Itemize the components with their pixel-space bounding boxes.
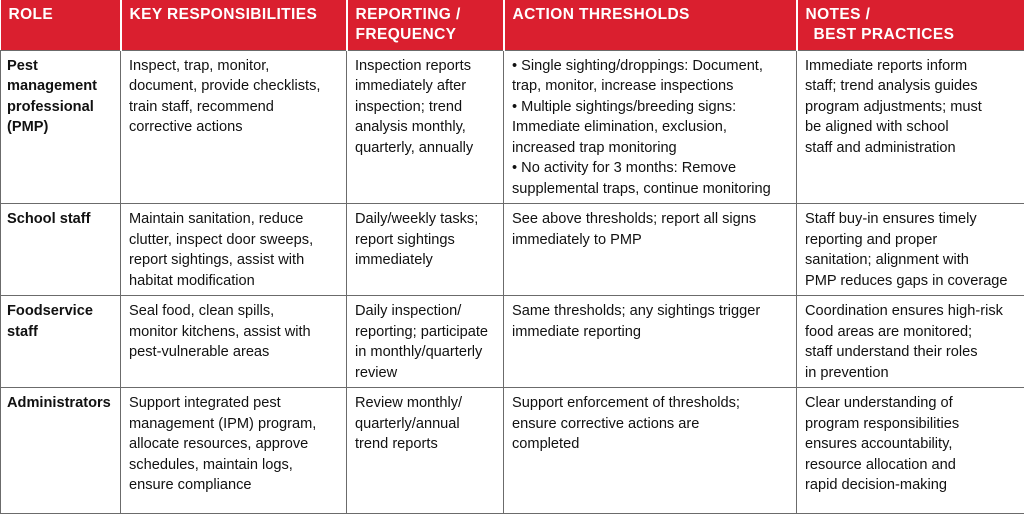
cell-key-responsibilities (121, 50, 347, 204)
table-row (1, 50, 1024, 204)
cell-key-responsibilities (121, 388, 347, 514)
cell-reporting-frequency (347, 296, 504, 388)
cell-reporting-frequency (347, 50, 504, 204)
header-notes-best-practices (797, 0, 1024, 50)
header-line: NOTES / (806, 5, 1017, 25)
cell-line: program responsibilities (805, 414, 1016, 435)
header-line: REPORTING / (356, 5, 495, 25)
cell-line: Coordination ensures high-risk (805, 301, 1016, 322)
cell-line: Inspection reports (355, 56, 495, 77)
cell-line: report sightings (355, 230, 495, 251)
cell-line: report sightings, assist with (129, 250, 338, 271)
cell-line: analysis monthly, (355, 117, 495, 138)
header-line: FREQUENCY (356, 25, 495, 45)
cell-line: corrective actions (129, 117, 338, 138)
header-role (1, 0, 121, 50)
cell-line: Same thresholds; any sightings trigger (512, 301, 788, 322)
header-key-responsibilities (121, 0, 347, 50)
table-body (1, 50, 1024, 514)
cell-line: in monthly/quarterly (355, 342, 495, 363)
cell-line: clutter, inspect door sweeps, (129, 230, 338, 251)
cell-line: program adjustments; must (805, 97, 1016, 118)
cell-line: Seal food, clean spills, (129, 301, 338, 322)
cell-line: Immediate reports inform (805, 56, 1016, 77)
cell-line: schedules, maintain logs, (129, 455, 338, 476)
header-row (1, 0, 1024, 50)
cell-key-responsibilities (121, 296, 347, 388)
cell-line: Review monthly/ (355, 393, 495, 414)
cell-line: sanitation; alignment with (805, 250, 1016, 271)
header-line: ROLE (9, 5, 112, 25)
cell-line: increased trap monitoring (512, 138, 788, 159)
cell-line: management (IPM) program, (129, 414, 338, 435)
cell-line: (PMP) (7, 117, 112, 138)
header-action-thresholds (504, 0, 797, 50)
cell-line: train staff, recommend (129, 97, 338, 118)
header-reporting-frequency (347, 0, 504, 50)
cell-line: document, provide checklists, (129, 76, 338, 97)
cell-line: immediate reporting (512, 322, 788, 343)
cell-line: in prevention (805, 363, 1016, 384)
cell-line: monitor kitchens, assist with (129, 322, 338, 343)
table-row (1, 388, 1024, 514)
cell-line: staff and administration (805, 138, 1016, 159)
cell-line: allocate resources, approve (129, 434, 338, 455)
table-header (1, 0, 1024, 50)
cell-notes-best-practices (797, 388, 1024, 514)
cell-line: trap, monitor, increase inspections (512, 76, 788, 97)
cell-line: Administrators (7, 393, 112, 414)
cell-line: • Single sighting/droppings: Document, (512, 56, 788, 77)
cell-key-responsibilities (121, 204, 347, 296)
cell-line: School staff (7, 209, 112, 230)
cell-action-thresholds (504, 50, 797, 204)
cell-line: ensure corrective actions are (512, 414, 788, 435)
cell-line: rapid decision-making (805, 475, 1016, 496)
cell-line: Daily inspection/ (355, 301, 495, 322)
cell-line: reporting; participate (355, 322, 495, 343)
cell-line: supplemental traps, continue monitoring (512, 179, 788, 200)
cell-role (1, 388, 121, 514)
cell-reporting-frequency (347, 388, 504, 514)
header-line: KEY RESPONSIBILITIES (130, 5, 338, 25)
cell-role (1, 204, 121, 296)
table-row (1, 296, 1024, 388)
cell-line: professional (7, 97, 112, 118)
header-line: BEST PRACTICES (806, 25, 1017, 45)
cell-action-thresholds (504, 296, 797, 388)
cell-line: immediately (355, 250, 495, 271)
cell-line: staff (7, 322, 112, 343)
cell-line: food areas are monitored; (805, 322, 1016, 343)
cell-line: pest-vulnerable areas (129, 342, 338, 363)
cell-line: quarterly/annual (355, 414, 495, 435)
cell-line: Staff buy-in ensures timely (805, 209, 1016, 230)
cell-line: Foodservice (7, 301, 112, 322)
cell-line: completed (512, 434, 788, 455)
cell-line: Maintain sanitation, reduce (129, 209, 338, 230)
cell-notes-best-practices (797, 204, 1024, 296)
cell-action-thresholds (504, 388, 797, 514)
cell-line: inspection; trend (355, 97, 495, 118)
cell-line: immediately after (355, 76, 495, 97)
cell-line: Daily/weekly tasks; (355, 209, 495, 230)
cell-line: ensures accountability, (805, 434, 1016, 455)
cell-line: Clear understanding of (805, 393, 1016, 414)
cell-line: management (7, 76, 112, 97)
cell-line: immediately to PMP (512, 230, 788, 251)
cell-reporting-frequency (347, 204, 504, 296)
cell-line: See above thresholds; report all signs (512, 209, 788, 230)
cell-line: review (355, 363, 495, 384)
cell-action-thresholds (504, 204, 797, 296)
cell-line: Inspect, trap, monitor, (129, 56, 338, 77)
cell-line: Immediate elimination, exclusion, (512, 117, 788, 138)
cell-role (1, 296, 121, 388)
cell-notes-best-practices (797, 296, 1024, 388)
cell-line: quarterly, annually (355, 138, 495, 159)
cell-line: trend reports (355, 434, 495, 455)
cell-line: Support integrated pest (129, 393, 338, 414)
cell-line: be aligned with school (805, 117, 1016, 138)
cell-line: habitat modification (129, 271, 338, 292)
cell-line: Pest (7, 56, 112, 77)
cell-role (1, 50, 121, 204)
cell-line: PMP reduces gaps in coverage (805, 271, 1016, 292)
cell-line: resource allocation and (805, 455, 1016, 476)
table-row (1, 204, 1024, 296)
cell-line: staff; trend analysis guides (805, 76, 1016, 97)
cell-line: reporting and proper (805, 230, 1016, 251)
cell-line: ensure compliance (129, 475, 338, 496)
cell-line: staff understand their roles (805, 342, 1016, 363)
cell-notes-best-practices (797, 50, 1024, 204)
cell-line: • Multiple sightings/breeding signs: (512, 97, 788, 118)
header-line: ACTION THRESHOLDS (513, 5, 788, 25)
cell-line: • No activity for 3 months: Remove (512, 158, 788, 179)
cell-line: Support enforcement of thresholds; (512, 393, 788, 414)
